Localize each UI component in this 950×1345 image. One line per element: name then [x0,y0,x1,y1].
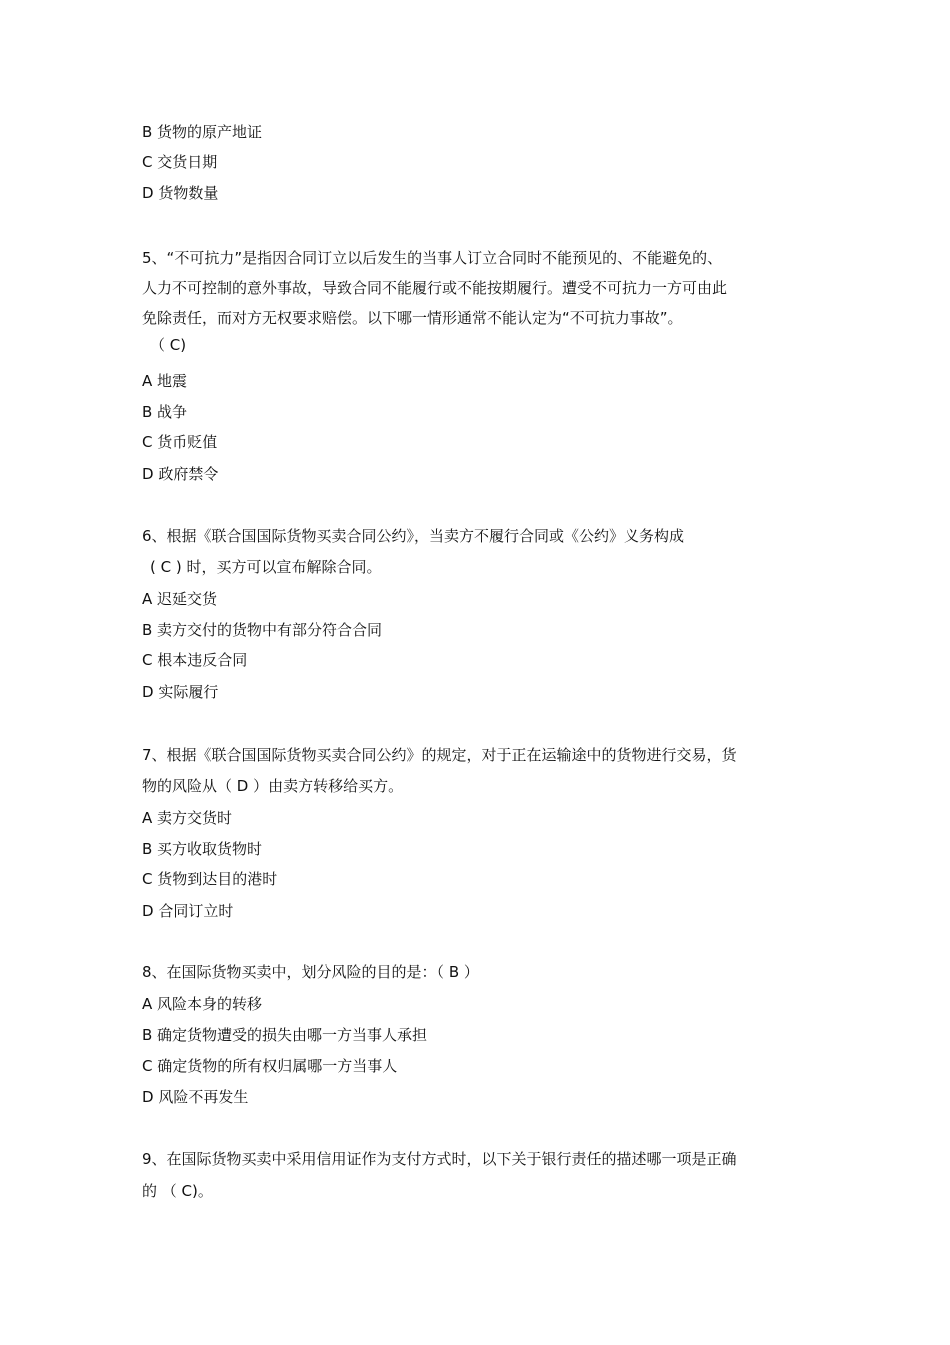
q5-option-a: A 地震 [142,372,188,390]
q8-option-d: D 风险不再发生 [142,1088,249,1106]
q8-option-a: A 风险本身的转移 [142,995,263,1013]
q5-answer: （ C) [150,336,187,354]
q6-text-line-2: ( C ) 时，买方可以宣布解除合同。 [150,558,382,576]
q5-text-line-3: 免除责任，而对方无权要求赔偿。以下哪一情形通常不能认定为“不可抗力事故”。 [142,309,683,327]
q9-text-line-1: 9、在国际货物买卖中采用信用证作为支付方式时，以下关于银行责任的描述哪一项是正确 [142,1150,737,1168]
q8-text-line-1: 8、在国际货物买卖中，划分风险的目的是：（ B ） [142,963,479,981]
q5-option-b: B 战争 [142,403,188,421]
q6-option-b: B 卖方交付的货物中有部分符合合同 [142,621,383,639]
q4-option-c: C 交货日期 [142,153,218,171]
q7-option-c: C 货物到达目的港时 [142,870,278,888]
q9-text-line-2: 的 （ C)。 [142,1182,213,1200]
q5-text-line-2: 人力不可控制的意外事故，导致合同不能履行或不能按期履行。遭受不可抗力一方可由此 [142,279,728,297]
q7-option-a: A 卖方交货时 [142,809,233,827]
q7-text-line-2: 物的风险从（ D ）由卖方转移给买方。 [142,777,404,795]
q5-option-c: C 货币贬值 [142,433,218,451]
q8-option-c: C 确定货物的所有权归属哪一方当事人 [142,1057,398,1075]
q4-option-d: D 货物数量 [142,184,219,202]
q8-option-b: B 确定货物遭受的损失由哪一方当事人承担 [142,1026,428,1044]
q7-text-line-1: 7、根据《联合国国际货物买卖合同公约》的规定，对于正在运输途中的货物进行交易，货 [142,746,737,764]
q7-option-d: D 合同订立时 [142,902,234,920]
q5-option-d: D 政府禁令 [142,465,219,483]
q6-text-line-1: 6、根据《联合国国际货物买卖合同公约》，当卖方不履行合同或《公约》义务构成 [142,527,685,545]
q4-option-b: B 货物的原产地证 [142,123,263,141]
q6-option-a: A 迟延交货 [142,590,218,608]
q7-option-b: B 买方收取货物时 [142,840,263,858]
q6-option-c: C 根本违反合同 [142,651,248,669]
q5-text-line-1: 5、“不可抗力”是指因合同订立以后发生的当事人订立合同时不能预见的、不能避免的、 [142,249,723,267]
q6-option-d: D 实际履行 [142,683,219,701]
